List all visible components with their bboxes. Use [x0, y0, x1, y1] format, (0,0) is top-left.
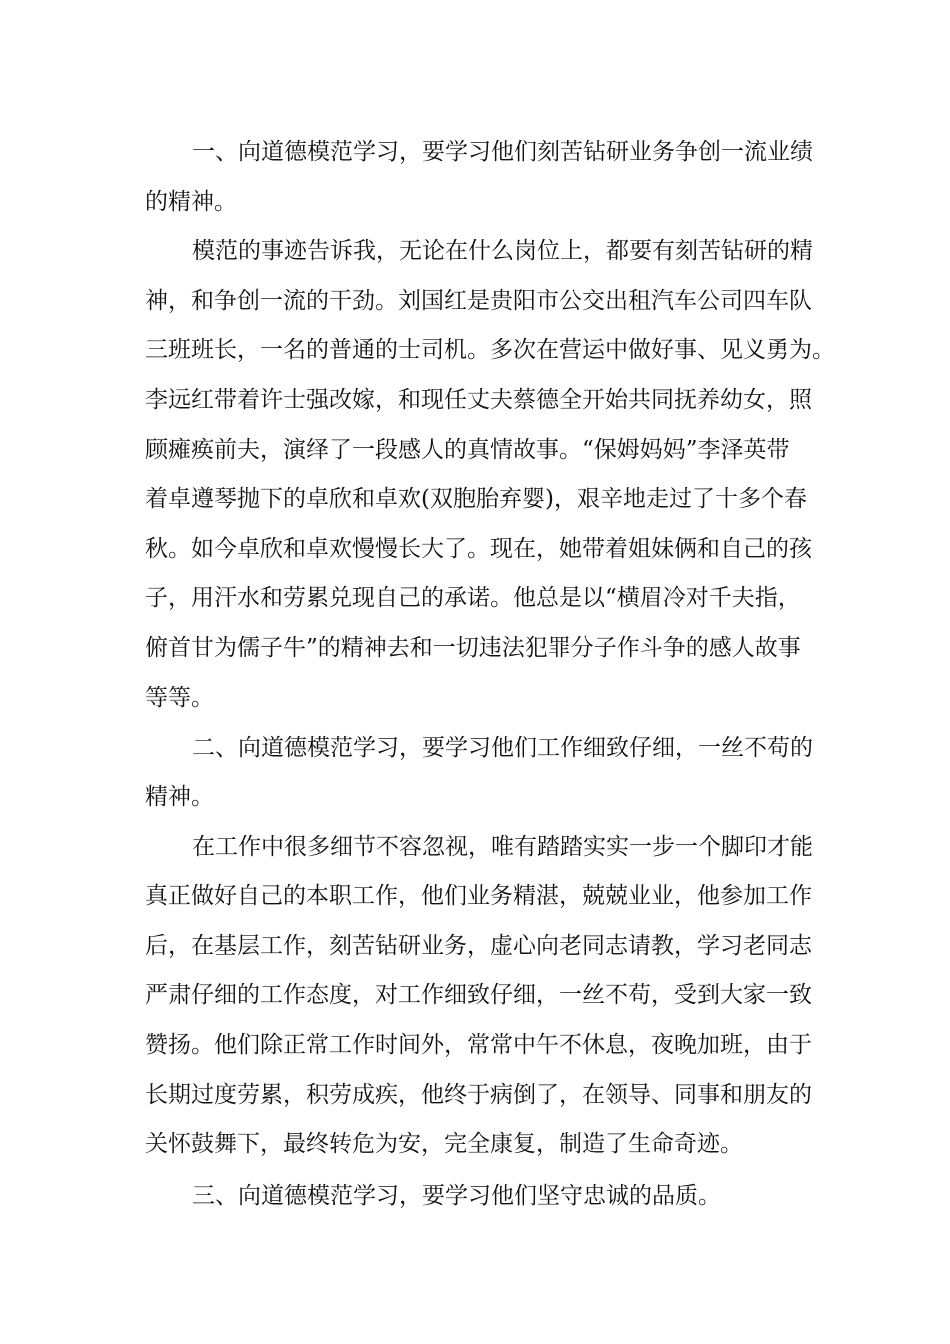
section-3-heading-line-1: 三、向道德模范学习，要学习他们坚守忠诚的品质。	[192, 1183, 721, 1209]
paragraph-2-line-3: 后，在基层工作，刻苦钻研业务，虚心向老同志请教，学习老同志	[145, 933, 812, 959]
section-2-heading-line-1: 二、向道德模范学习，要学习他们工作细致仔细，一丝不苟的	[192, 735, 813, 761]
paragraph-2-line-5: 赞扬。他们除正常工作时间外，常常中午不休息，夜晚加班，由于	[145, 1032, 812, 1058]
section-1-heading-line-1: 一、向道德模范学习，要学习他们刻苦钻研业务争创一流业绩	[192, 139, 813, 165]
paragraph-1-line-1: 模范的事迹告诉我，无论在什么岗位上，都要有刻苦钻研的精	[192, 238, 813, 264]
paragraph-1-line-8: 子，用汗水和劳累兑现自己的承诺。他总是以“横眉冷对千夫指，	[145, 585, 801, 611]
paragraph-2-line-2: 真正做好自己的本职工作，他们业务精湛，兢兢业业，他参加工作	[145, 883, 812, 909]
paragraph-2-line-6: 长期过度劳累，积劳成疾，他终于病倒了，在领导、同事和朋友的	[145, 1082, 812, 1108]
paragraph-1-line-7: 秋。如今卓欣和卓欢慢慢长大了。现在，她带着姐妹俩和自己的孩	[145, 536, 812, 562]
paragraph-1-line-6: 着卓遵琴抛下的卓欣和卓欢(双胞胎弃婴)，艰辛地走过了十多个春	[145, 486, 807, 512]
paragraph-1-line-2: 神，和争创一流的干劲。刘国红是贵阳市公交出租汽车公司四车队	[145, 288, 812, 314]
section-2-heading-line-2: 精神。	[145, 784, 214, 810]
paragraph-1-line-5: 顾瘫痪前夫，演绎了一段感人的真情故事。“保姆妈妈”李泽英带	[145, 437, 790, 463]
section-1-heading-line-2: 的精神。	[145, 189, 237, 215]
paragraph-2-line-1: 在工作中很多细节不容忽视，唯有踏踏实实一步一个脚印才能	[192, 834, 813, 860]
paragraph-1-line-10: 等等。	[145, 685, 214, 711]
paragraph-2-line-7: 关怀鼓舞下，最终转危为安，完全康复，制造了生命奇迹。	[145, 1131, 743, 1157]
paragraph-1-line-4: 李远红带着许士强改嫁，和现任丈夫蔡德全开始共同抚养幼女，照	[145, 387, 812, 413]
paragraph-1-line-3: 三班班长，一名的普通的士司机。多次在营运中做好事、见义勇为。	[145, 337, 835, 363]
paragraph-2-line-4: 严肃仔细的工作态度，对工作细致仔细，一丝不苟，受到大家一致	[145, 982, 812, 1008]
paragraph-1-line-9: 俯首甘为儒子牛”的精神去和一切违法犯罪分子作斗争的感人故事	[145, 635, 801, 661]
